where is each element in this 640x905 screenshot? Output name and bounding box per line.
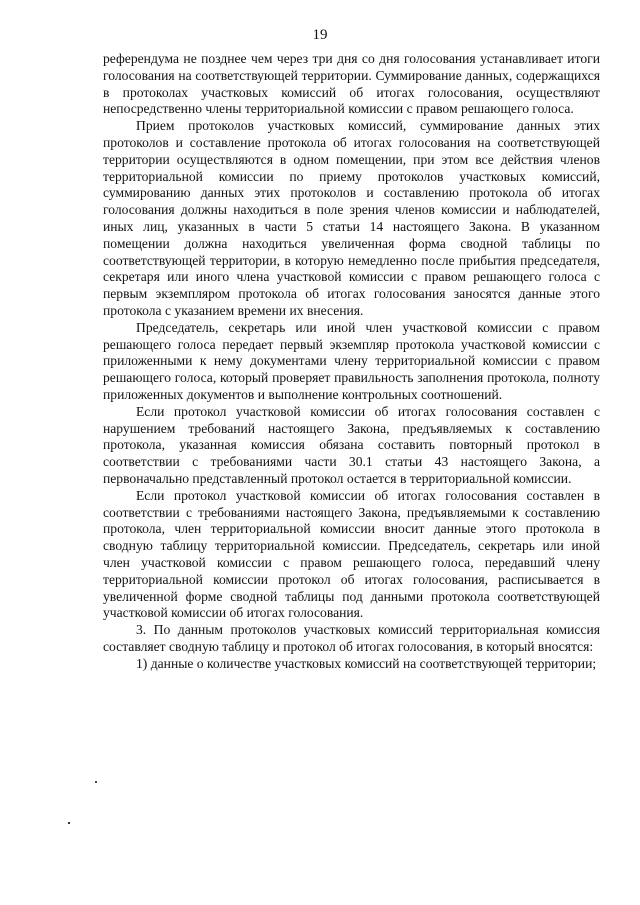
scan-speck (95, 781, 97, 783)
paragraph-4: Если протокол участковой комиссии об итогах голосования составлен с нарушением требований настоящего Закона, предъявляемых к составлению протокола, указанная комиссия обязана составить повторный протокол в соответствии с требованиями части 30.1 статьи 43 настоящего Закона, а первоначально представленный протокол остается в территориальной комиссии. (103, 403, 600, 486)
page-number: 19 (312, 27, 328, 43)
paragraph-3: Председатель, секретарь или иной член участковой комиссии с правом решающего голоса передает первый экземпляр протокола участковой комиссии с приложенными к нему документами члену территориальной комиссии с правом решающего голоса, который проверяет правильность заполнения протокола, полноту приложенных документов и выполнение контрольных соотношений. (103, 319, 600, 402)
paragraph-1: референдума не позднее чем через три дня со дня голосования устанавливает итоги голосования на соответствующей территории. Суммирование данных, содержащихся в протоколах участковых комиссий об итогах голосования, осуществляют непосредственно члены территориальной комиссии с правом решающего голоса. (103, 51, 600, 117)
paragraph-5: Если протокол участковой комиссии об итогах голосования составлен в соответствии с требованиями настоящего Закона, предъявляемыми к составлению протокола, член территориальной комиссии вносит данные этого протокола в сводную таблицу территориальной комиссии. Председатель, секретарь или иной член участковой комиссии с правом решающего голоса, передавший члену территориальной комиссии протокол об итогах голосования, расписывается в увеличенной форме сводной таблицы под данными протокола соответствующей участковой комиссии об итогах голосования. (103, 487, 600, 621)
scan-speck (68, 822, 70, 824)
paragraph-7: 1) данные о количестве участковых комиссий на соответствующей территории; (136, 655, 597, 671)
paragraph-2: Прием протоколов участковых комиссий, суммирование данных этих протоколов и составление протокола об итогах голосования на соответствующей территории осуществляются в одном помещении, при этом все действия членов территориальной комиссии по приему протоколов участковых комиссий, суммированию данных этих протоколов и составлению протокола об итогах голосования должны находиться в поле зрения членов комиссии и наблюдателей, иных лиц, указанных в части 5 статьи 14 настоящего Закона. В указанном помещении должна находиться увеличенная форма сводной таблицы по соответствующей территории, в которую немедленно после прибытия председателя, секретаря или иного члена участковой комиссии с правом решающего голоса с первым экземпляром протокола об итогах голосования заносятся данные этого протокола с указанием времени их внесения. (103, 118, 600, 318)
document-body (103, 51, 600, 672)
paragraph-6: 3. По данным протоколов участковых комиссий территориальная комиссия составляет сводную таблицу и протокол об итогах голосования, в который вносятся: (103, 622, 600, 654)
